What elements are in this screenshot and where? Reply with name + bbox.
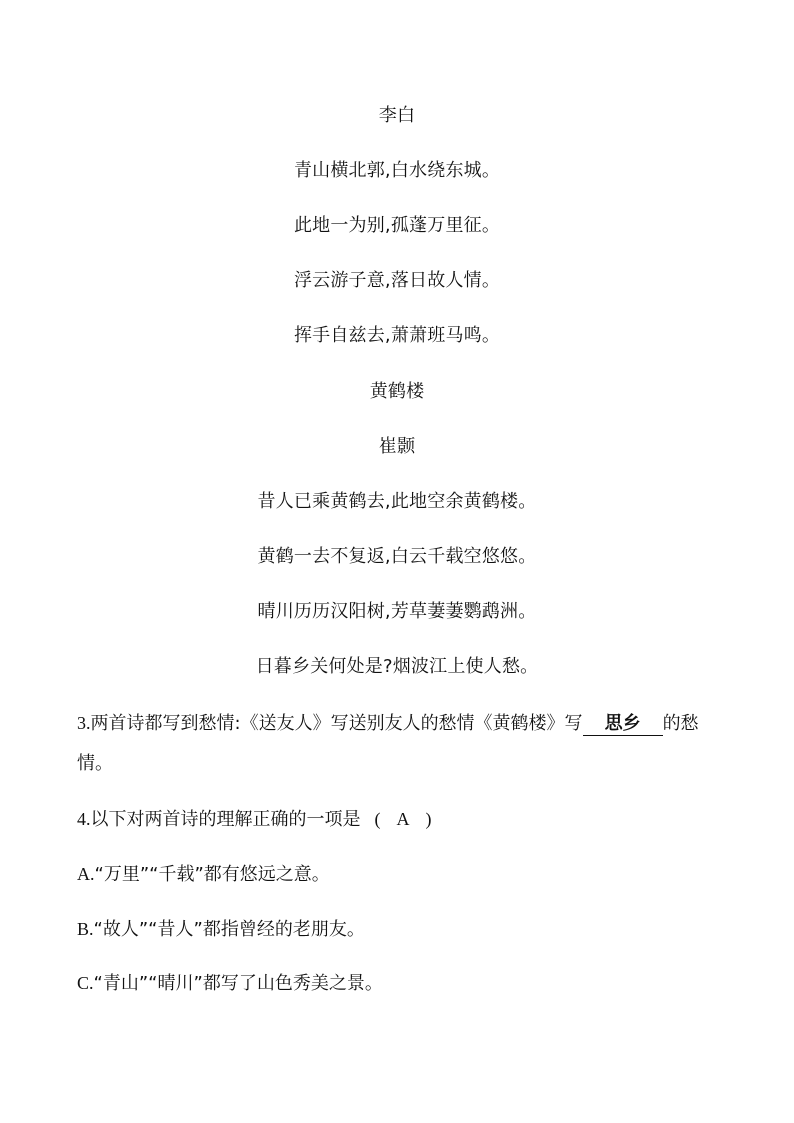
question-4 [77, 807, 727, 832]
option-label: C. [77, 973, 94, 993]
option-label: A. [77, 864, 95, 884]
question-number: 3. [77, 713, 91, 733]
answer-paren-open: ( [374, 809, 381, 829]
answer-letter: A [396, 809, 410, 829]
answer-blank: 思乡 [583, 713, 663, 736]
question-3-continued: 情。 [77, 753, 113, 774]
poem-line: 昔人已乘黄鹤去,此地空余黄鹤楼。 [257, 491, 537, 512]
option-text: “万里”“千载”都有悠远之意。 [94, 864, 330, 885]
poem-line: 日暮乡关何处是?烟波江上使人愁。 [255, 656, 539, 677]
poem-line: 黄鹤一去不复返,白云千载空悠悠。 [257, 546, 537, 567]
poem-line: 晴川历历汉阳树,芳草萋萋鹦鹉洲。 [257, 601, 537, 622]
poem-line: 此地一为别,孤蓬万里征。 [293, 215, 501, 236]
answer-paren-close: ) [425, 809, 432, 829]
poem-author-cui-hao: 崔颢 [378, 436, 416, 457]
poem-line: 浮云游子意,落日故人情。 [293, 270, 501, 291]
option-b [77, 917, 727, 942]
question-3 [77, 711, 727, 736]
option-c [77, 971, 727, 996]
poem-line: 挥手自兹去,萧萧班马鸣。 [293, 325, 501, 346]
question-text: 两首诗都写到愁情:《送友人》写送别友人的愁情《黄鹤楼》写 [90, 713, 583, 734]
option-text: “故人”“昔人”都指曾经的老朋友。 [93, 919, 365, 940]
option-a [77, 862, 727, 887]
question-text: 以下对两首诗的理解正确的一项是 [90, 809, 361, 830]
option-label: B. [77, 919, 94, 939]
question-number: 4. [77, 809, 91, 829]
poem-line: 青山横北郭,白水绕东城。 [293, 160, 501, 181]
question-text-after: 的愁 [662, 713, 699, 734]
poem-title: 黄鹤楼 [369, 381, 425, 402]
option-text: “青山”“晴川”都写了山色秀美之景。 [93, 973, 383, 994]
poem-author-li-bai: 李白 [378, 105, 416, 126]
